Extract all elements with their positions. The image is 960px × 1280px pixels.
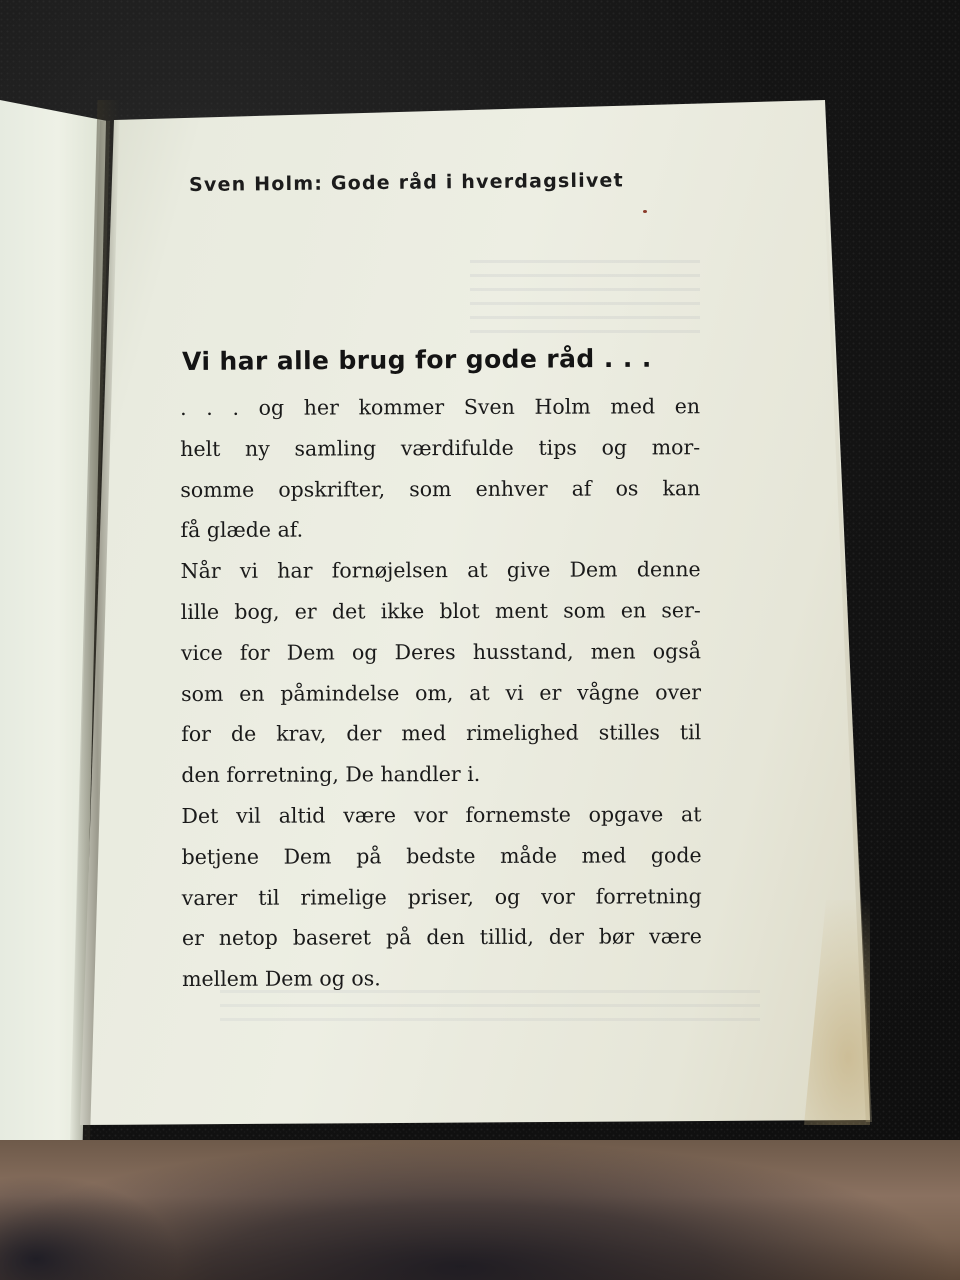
body-line: for de krav, der med rimelighed stilles til [181, 720, 702, 747]
body-line: Når vi har fornøjelsen at give Dem denne [180, 557, 701, 584]
body-line: somme opskrifter, som enhver af os kan [180, 475, 701, 502]
running-header: Sven Holm: Gode råd i hverdagslivet [189, 169, 624, 196]
body-line: som en påmindelse om, at vi er vågne over [181, 679, 702, 706]
body-line: Det vil altid være vor fornemste opgave at [181, 802, 702, 828]
body-line: lille bog, er det ikke blot ment som en ser- [180, 598, 701, 624]
body-line: mellem Dem og os. [182, 966, 381, 992]
body-line: betjene Dem på bedste måde med gode [181, 842, 702, 869]
body-line: helt ny samling værdifulde tips og mor- [180, 434, 701, 461]
body-line: varer til rimelige priser, og vor forretning [181, 883, 702, 910]
body-line: vice for Dem og Deres husstand, men også [180, 638, 701, 665]
body-paragraphs [180, 386, 702, 1000]
paper-speck [643, 210, 647, 213]
lap-shadow-left [0, 1175, 180, 1280]
body-line: få glæde af. [180, 517, 304, 543]
page-heading: Vi har alle brug for gode råd . . . [182, 343, 652, 376]
body-line: er netop baseret på den tillid, der bør være [181, 924, 702, 951]
body-line: . . . og her kommer Sven Holm med en [180, 394, 701, 420]
show-through-text [470, 260, 700, 340]
body-line: den forretning, De handler i. [181, 762, 481, 788]
